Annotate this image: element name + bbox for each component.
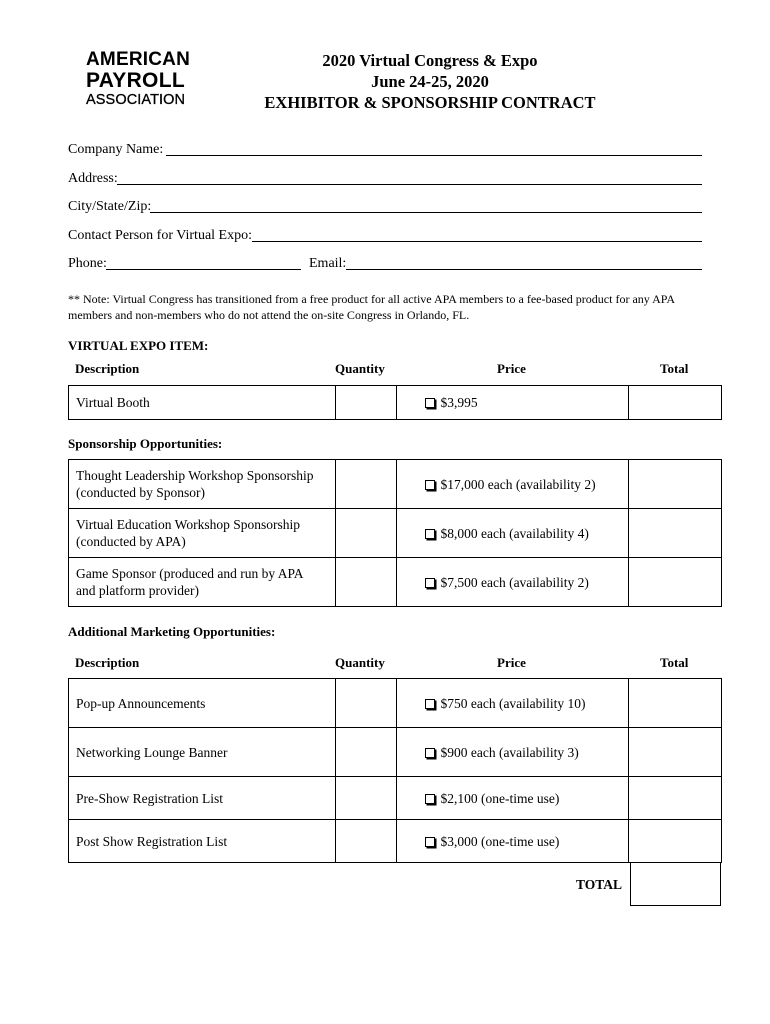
checkbox[interactable] (425, 837, 435, 847)
quantity-cell[interactable] (335, 777, 397, 820)
virtual-expo-table (68, 385, 722, 420)
company-name-label: Company Name: (68, 142, 164, 157)
logo-line-american: AMERICAN (86, 49, 190, 70)
total-label: TOTAL (575, 877, 622, 892)
item-description (69, 460, 336, 509)
title-date: June 24-25, 2020 (371, 72, 489, 91)
description-line: (conducted by Sponsor) (76, 485, 205, 500)
marketing-table (68, 678, 722, 863)
checkbox[interactable] (425, 578, 435, 588)
total-cell[interactable] (629, 558, 722, 607)
price-cell (397, 558, 629, 607)
price-cell (397, 509, 629, 558)
checkbox[interactable] (425, 480, 435, 490)
apa-logo (86, 50, 206, 108)
table-row (69, 386, 722, 420)
price-text: $750 each (availability 10) (440, 695, 586, 711)
price-cell (397, 777, 629, 820)
email-field[interactable] (346, 269, 702, 270)
price-text: $900 each (availability 3) (440, 744, 579, 760)
phone-label: Phone: (68, 256, 107, 271)
marketing-heading: Additional Marketing Opportunities: (68, 624, 276, 639)
table-row (69, 460, 722, 509)
description-line: (conducted by APA) (76, 534, 186, 549)
description-line: Thought Leadership Workshop Sponsorship (76, 468, 314, 483)
company-name-field[interactable] (166, 155, 702, 156)
item-description (69, 558, 336, 607)
quantity-cell[interactable] (335, 558, 397, 607)
price-text: $8,000 each (availability 4) (440, 525, 589, 541)
price-cell (397, 460, 629, 509)
col-total: Total (660, 655, 689, 670)
price-cell (397, 728, 629, 777)
table-row (69, 679, 722, 728)
price-cell (397, 386, 629, 420)
document-title (230, 50, 630, 113)
price-text: $7,500 each (availability 2) (440, 574, 589, 590)
col-total: Total (660, 361, 689, 376)
checkbox[interactable] (425, 699, 435, 709)
title-event: 2020 Virtual Congress & Expo (322, 51, 538, 70)
col-price: Price (497, 655, 526, 670)
item-description: Virtual Booth (69, 386, 336, 420)
sponsorship-table (68, 459, 722, 607)
item-description: Pre-Show Registration List (69, 777, 336, 820)
total-cell[interactable] (629, 509, 722, 558)
description-line: and platform provider) (76, 583, 199, 598)
total-cell[interactable] (629, 679, 722, 728)
table-row (69, 820, 722, 863)
quantity-cell[interactable] (335, 509, 397, 558)
checkbox[interactable] (425, 398, 435, 408)
table-row (69, 558, 722, 607)
city-state-zip-label: City/State/Zip: (68, 199, 152, 214)
title-contract: EXHIBITOR & SPONSORSHIP CONTRACT (264, 93, 596, 112)
col-quantity: Quantity (335, 655, 385, 670)
col-description: Description (75, 361, 140, 376)
table-row (69, 509, 722, 558)
quantity-cell[interactable] (335, 460, 397, 509)
checkbox[interactable] (425, 529, 435, 539)
contact-person-label: Contact Person for Virtual Expo: (68, 228, 252, 243)
price-text: $3,995 (440, 395, 478, 410)
virtual-expo-heading: VIRTUAL EXPO ITEM: (68, 338, 209, 353)
price-text: $2,100 (one-time use) (440, 790, 560, 806)
phone-field[interactable] (106, 269, 301, 270)
col-quantity: Quantity (335, 361, 385, 376)
contact-person-field[interactable] (252, 241, 702, 242)
address-label: Address: (68, 171, 118, 186)
table-row (69, 728, 722, 777)
item-description (69, 509, 336, 558)
description-line: Virtual Education Workshop Sponsorship (76, 517, 300, 532)
address-field[interactable] (117, 184, 702, 185)
logo-line-association: ASSOCIATION (86, 92, 186, 108)
sponsorship-heading: Sponsorship Opportunities: (68, 436, 223, 451)
item-description: Networking Lounge Banner (69, 728, 336, 777)
city-state-zip-field[interactable] (150, 212, 702, 213)
price-cell (397, 679, 629, 728)
description-line: Game Sponsor (produced and run by APA (76, 566, 304, 581)
col-price: Price (497, 361, 526, 376)
total-cell[interactable] (629, 820, 722, 863)
total-cell[interactable] (629, 460, 722, 509)
col-description: Description (75, 655, 140, 670)
price-text: $3,000 (one-time use) (440, 833, 560, 849)
item-description: Pop-up Announcements (69, 679, 336, 728)
quantity-cell[interactable] (335, 386, 397, 420)
logo-line-payroll: PAYROLL (86, 69, 185, 92)
checkbox[interactable] (425, 794, 435, 804)
table-row (69, 777, 722, 820)
total-cell[interactable] (629, 386, 722, 420)
quantity-cell[interactable] (335, 820, 397, 863)
email-label: Email: (309, 256, 347, 271)
total-cell[interactable] (629, 777, 722, 820)
quantity-cell[interactable] (335, 728, 397, 777)
note-text: ** Note: Virtual Congress has transitioned from a free product for all active APA members to a fee-based product for any APA members and non-members who do not attend the on-site Congress in Orlando, FL. (68, 292, 675, 322)
quantity-cell[interactable] (335, 679, 397, 728)
price-cell (397, 820, 629, 863)
item-description: Post Show Registration List (69, 820, 336, 863)
total-cell[interactable] (629, 728, 722, 777)
checkbox[interactable] (425, 748, 435, 758)
price-text: $17,000 each (availability 2) (440, 476, 596, 492)
grand-total-field[interactable] (630, 862, 721, 906)
